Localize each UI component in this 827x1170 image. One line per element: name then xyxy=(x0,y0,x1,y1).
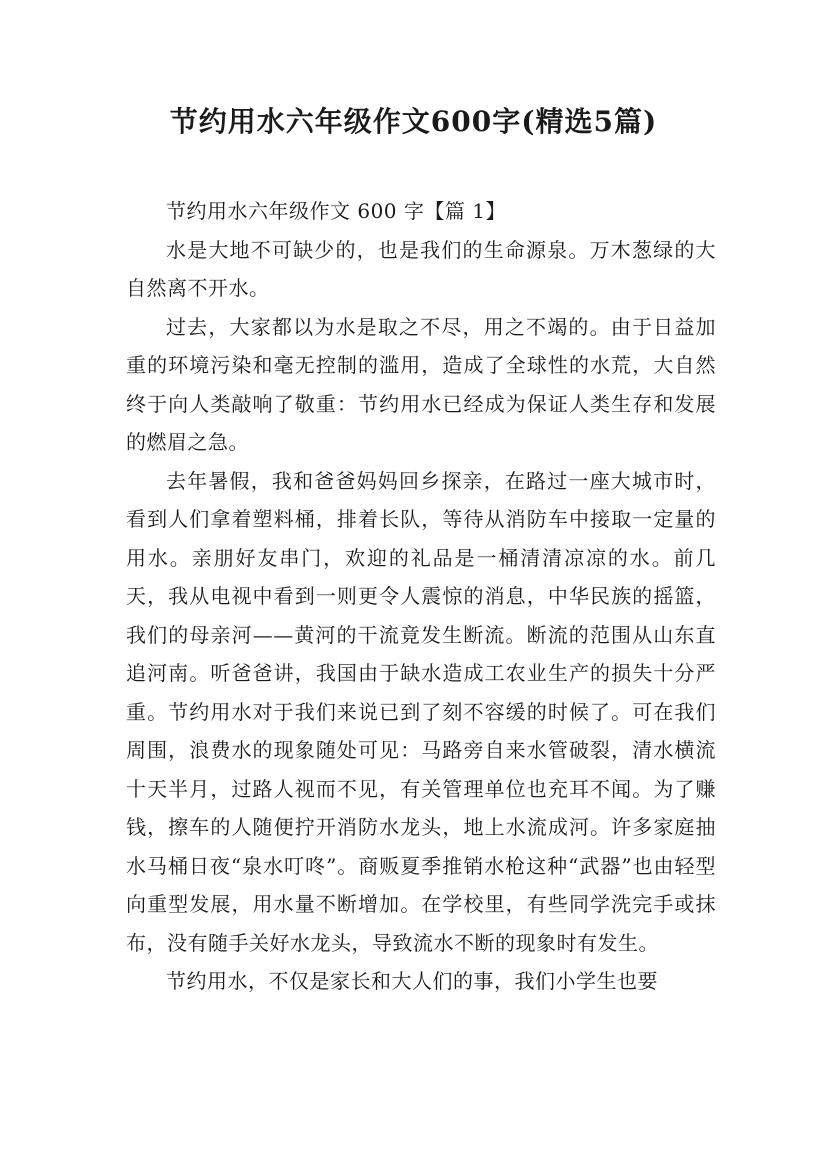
paragraph-2: 过去，大家都以为水是取之不尽，用之不竭的。由于日益加重的环境污染和毫无控制的滥用，造成了全球性的水荒，大自然终于向人类敲响了敬重：节约用水已经成为保证人类生存和发展的燃眉之急。 xyxy=(126,314,716,454)
document-body xyxy=(126,192,716,1001)
paragraph-4: 节约用水，不仅是家长和大人们的事，我们小学生也要 xyxy=(166,969,658,993)
paragraph-1: 水是大地不可缺少的，也是我们的生命源泉。万木葱绿的大自然离不开水。 xyxy=(126,237,716,300)
document-title: 节约用水六年级作文600字(精选5篇) xyxy=(169,105,658,138)
section-heading: 节约用水六年级作文 600 字【篇 1】 xyxy=(166,199,506,223)
paragraph-3: 去年暑假，我和爸爸妈妈回乡探亲，在路过一座大城市时，看到人们拿着塑料桶，排着长队，等待从消防车中接取一定量的用水。亲朋好友串门，欢迎的礼品是一桶清清凉凉的水。前几天，我从电视中看到一则更令人震惊的消息，中华民族的摇篮，我们的母亲河——黄河的干流竟发生断流。断流的范围从山东直追河南。听爸爸讲，我国由于缺水造成工农业生产的损失十分严重。节约用水对于我们来说已到了刻不容缓的时候了。可在我们周围，浪费水的现象随处可见：马路旁自来水管破裂，清水横流十天半月，过路人视而不见，有关管理单位也充耳不闻。为了赚钱，擦车的人随便拧开消防水龙头，地上水流成河。许多家庭抽水马桶日夜“泉水叮咚”。商贩夏季推销水枪这种“武器”也由轻型向重型发展，用水量不断增加。在学校里，有些同学洗完手或抹布，没有随手关好水龙头，导致流水不断的现象时有发生。 xyxy=(126,468,716,955)
